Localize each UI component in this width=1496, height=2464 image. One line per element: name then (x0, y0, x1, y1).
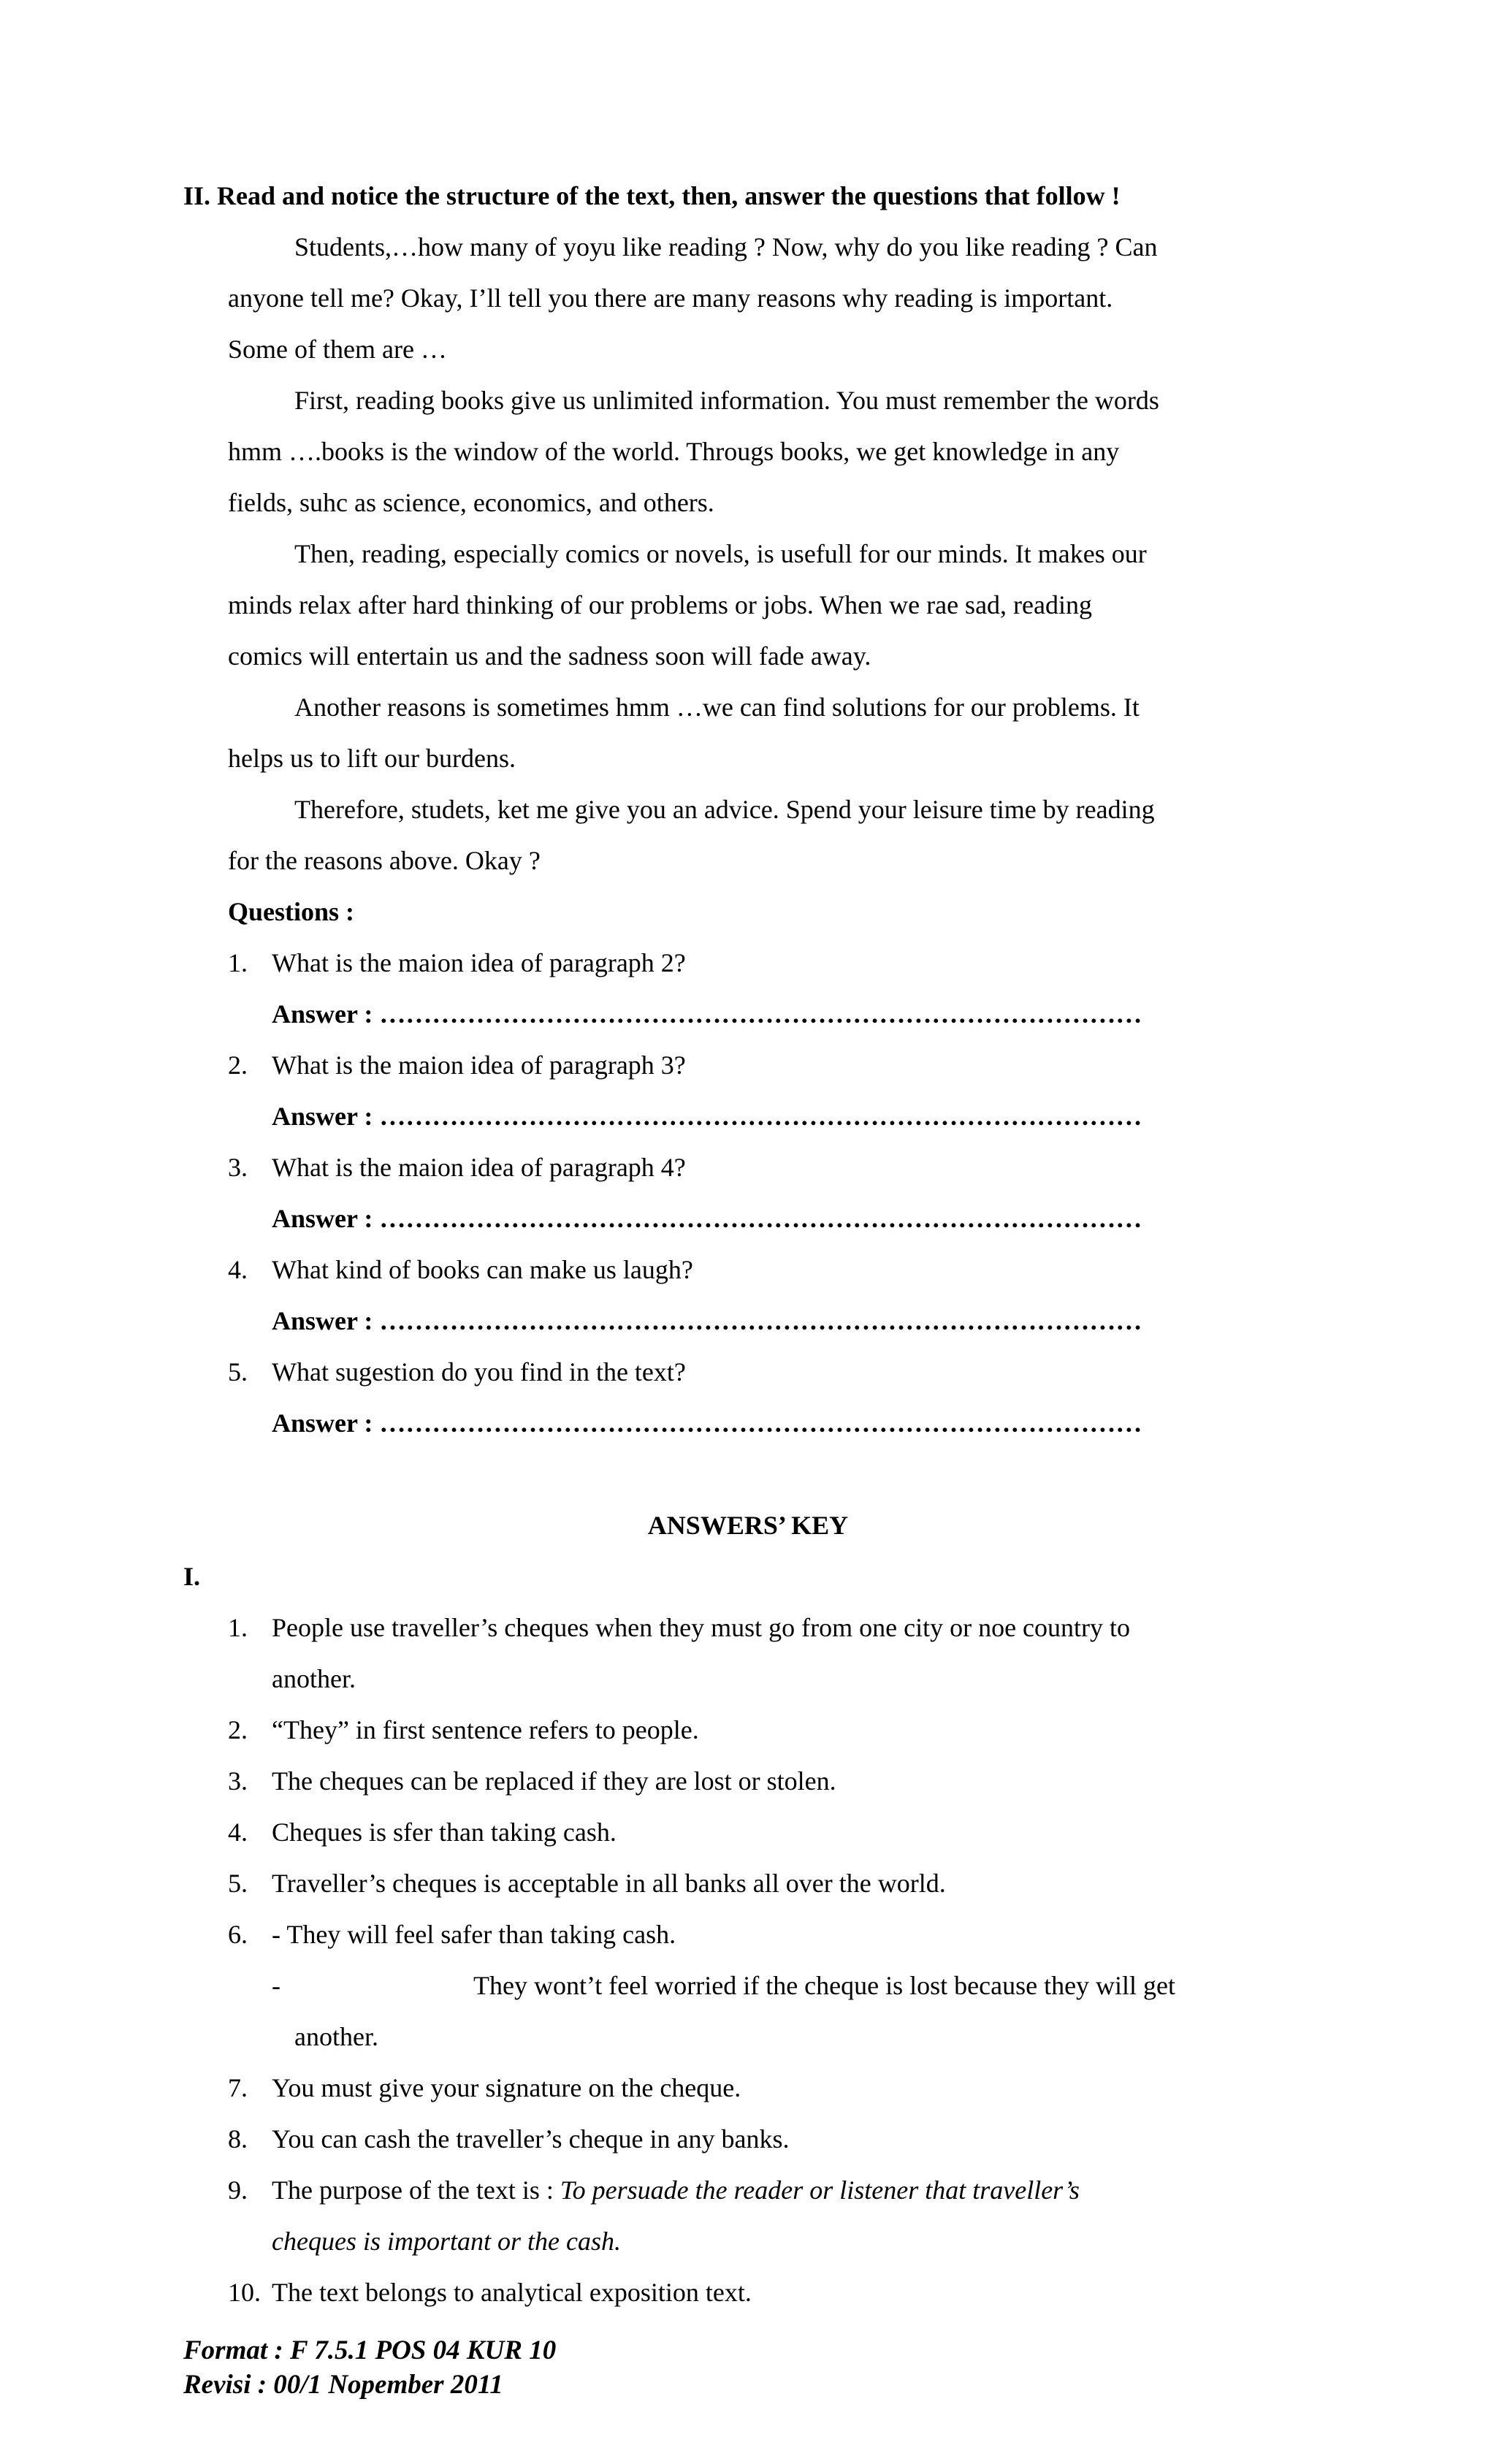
passage-line: fields, suhc as science, economics, and others. (228, 488, 714, 517)
question-text: What is the maion idea of paragraph 2? (272, 948, 686, 977)
answers-section-label: I. (183, 1562, 201, 1591)
answer-number: 6. (228, 1920, 248, 1949)
question-number: 5. (228, 1357, 248, 1387)
answer-text: Traveller’s cheques is acceptable in all banks all over the world. (272, 1869, 946, 1898)
answer-text: - They will feel safer than taking cash. (272, 1920, 676, 1949)
question-text: What is the maion idea of paragraph 4? (272, 1153, 686, 1182)
answer-text: The text belongs to analytical exposition text. (272, 2278, 752, 2307)
answer-text: another. (272, 1664, 356, 1693)
footer-revisi: Revisi : 00/1 Nopember 2011 (183, 2370, 503, 2400)
answer-text: You must give your signature on the cheque. (272, 2073, 741, 2102)
answer-prefix: The purpose of the text is : (272, 2175, 560, 2205)
section-heading: II. Read and notice the structure of the text, then, answer the questions that follow ! (183, 181, 1121, 210)
answer-line: Answer : …………………………………………………………………………… (272, 1102, 1142, 1131)
questions-label: Questions : (228, 897, 355, 926)
answer-number: 5. (228, 1869, 248, 1898)
question-number: 1. (228, 948, 248, 977)
answer-line: Answer : …………………………………………………………………………… (272, 1204, 1142, 1233)
answer-text: “They” in first sentence refers to people. (272, 1715, 699, 1744)
question-number: 4. (228, 1255, 248, 1284)
passage-line: Therefore, studets, ket me give you an advice. Spend your leisure time by reading (294, 795, 1155, 824)
passage-line: comics will entertain us and the sadness soon will fade away. (228, 641, 871, 671)
answer-number: 1. (228, 1613, 248, 1642)
answer-number: 2. (228, 1715, 248, 1744)
answer-italic: To persuade the reader or listener that traveller’s (560, 2175, 1080, 2205)
answer-text: another. (294, 2022, 378, 2051)
answer-text: They wont’t feel worried if the cheque is lost because they will get (473, 1971, 1176, 2000)
answer-number: 3. (228, 1766, 248, 1796)
answer-text: Cheques is sfer than taking cash. (272, 1818, 617, 1847)
answer-number: 9. (228, 2175, 248, 2205)
answer-number: 7. (228, 2073, 248, 2102)
passage-line: hmm ….books is the window of the world. Througs books, we get knowledge in any (228, 437, 1120, 466)
question-text: What kind of books can make us laugh? (272, 1255, 693, 1284)
passage-line: Some of them are … (228, 335, 447, 364)
answer-line: Answer : …………………………………………………………………………… (272, 1408, 1142, 1438)
passage-line: minds relax after hard thinking of our problems or jobs. When we rae sad, reading (228, 590, 1092, 619)
passage-line: Another reasons is sometimes hmm …we can find solutions for our problems. It (294, 693, 1140, 722)
answer-number: 4. (228, 1818, 248, 1847)
question-text: What is the maion idea of paragraph 3? (272, 1050, 686, 1080)
question-number: 3. (228, 1153, 248, 1182)
answer-line: Answer : …………………………………………………………………………… (272, 1306, 1142, 1335)
passage-line: Then, reading, especially comics or novels, is usefull for our minds. It makes our (294, 539, 1147, 568)
passage-line: First, reading books give us unlimited information. You must remember the words (294, 386, 1159, 415)
answer-text (272, 2174, 1080, 2206)
question-number: 2. (228, 1050, 248, 1080)
answer-text: People use traveller’s cheques when they must go from one city or noe country to (272, 1613, 1131, 1642)
answer-dash: - (272, 1971, 280, 2000)
answers-key-title: ANSWERS’ KEY (647, 1511, 849, 1540)
passage-line: helps us to lift our burdens. (228, 744, 516, 773)
passage-line: for the reasons above. Okay ? (228, 846, 541, 875)
answer-italic: cheques is important or the cash. (272, 2227, 621, 2256)
question-text: What sugestion do you find in the text? (272, 1357, 686, 1387)
footer-format: Format : F 7.5.1 POS 04 KUR 10 (183, 2335, 557, 2365)
passage-line: anyone tell me? Okay, I’ll tell you there are many reasons why reading is important. (228, 283, 1113, 313)
passage-line: Students,…how many of yoyu like reading ? Now, why do you like reading ? Can (294, 232, 1158, 262)
answer-number: 8. (228, 2124, 248, 2154)
answer-number: 10. (228, 2278, 261, 2307)
answer-line: Answer : …………………………………………………………………………… (272, 999, 1142, 1029)
answer-text: The cheques can be replaced if they are lost or stolen. (272, 1766, 836, 1796)
answer-text: You can cash the traveller’s cheque in any banks. (272, 2124, 790, 2154)
